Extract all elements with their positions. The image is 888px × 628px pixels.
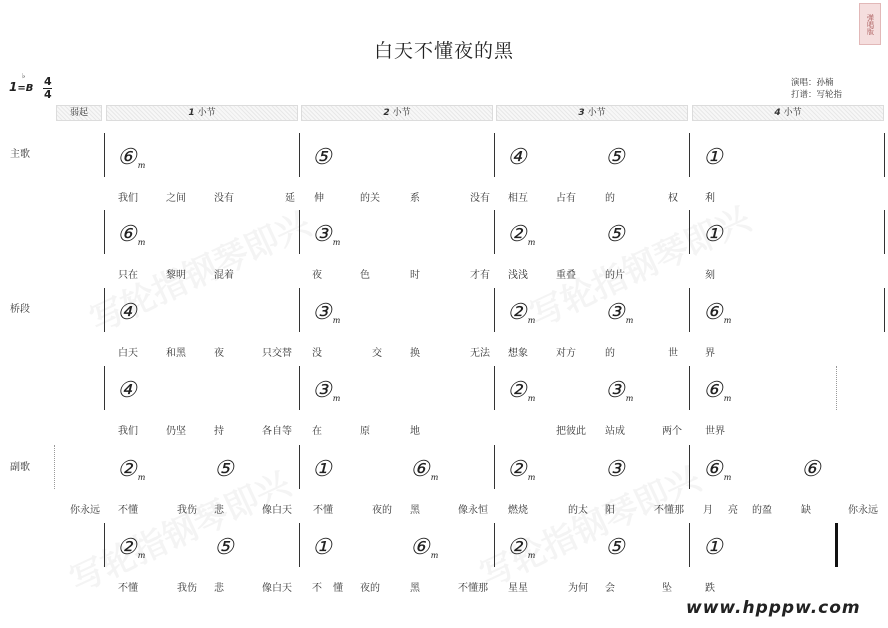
lyric-text: 在	[312, 426, 322, 437]
barline	[299, 210, 300, 254]
lyric-text: 把彼此	[556, 426, 586, 437]
barline	[689, 445, 690, 489]
lyric-text: 不懂那	[654, 505, 684, 516]
lyric-text: 权	[668, 193, 678, 204]
pickup-header: 弱起	[56, 105, 102, 121]
lyric-text: 混着	[214, 270, 234, 281]
chord-note: $③_m$	[312, 378, 341, 403]
chord-note: ①	[703, 535, 723, 560]
dotted-barline	[836, 366, 838, 410]
lyric-text: 白天	[118, 348, 138, 359]
lyric-text: 的盈	[752, 505, 772, 516]
barline	[104, 133, 105, 177]
lyric-text: 才有	[470, 270, 490, 281]
lyric-text: 的	[605, 193, 615, 204]
lyric-text: 阳	[605, 505, 615, 516]
lyric-text: 亮	[728, 505, 738, 516]
time-signature-top: 4	[44, 75, 52, 88]
lyric-text: 黎明	[166, 270, 186, 281]
barline	[494, 288, 495, 332]
version-badge: 弹唱版	[859, 3, 881, 45]
lyric-text: 色	[360, 270, 370, 281]
lyric-text: 没	[312, 348, 322, 359]
chord-note: $⑥_m$	[410, 535, 439, 560]
chord-note: ⑤	[312, 145, 332, 170]
lyric-text: 月	[703, 505, 713, 516]
barline	[299, 366, 300, 410]
lyric-text: 懂	[333, 583, 343, 594]
barline	[494, 445, 495, 489]
barline	[494, 133, 495, 177]
lyric-text: 交	[372, 348, 382, 359]
lyric-text: 伸	[314, 193, 324, 204]
lyric-text: 换	[410, 348, 420, 359]
lyric-text: 浅浅	[508, 270, 528, 281]
lyric-text: 对方	[556, 348, 576, 359]
page-title: 白天不懂夜的黑	[373, 40, 514, 62]
site-url: www.hpppw.com	[686, 598, 861, 618]
lyric-text: 的太	[568, 505, 588, 516]
key-signature: 1=B	[9, 80, 34, 94]
barline	[884, 288, 885, 332]
chord-note: ①	[312, 457, 332, 482]
lyric-text: 只在	[118, 270, 138, 281]
final-barline	[835, 523, 838, 567]
chord-note: $③_m$	[312, 222, 341, 247]
lyric-text: 跌	[705, 583, 715, 594]
barline	[689, 288, 690, 332]
lyric-text: 不懂那	[458, 583, 488, 594]
lyric-text: 各自等	[262, 426, 292, 437]
lyric-text: 夜的	[360, 583, 380, 594]
lyric-text: 之间	[166, 193, 186, 204]
chord-note: $③_m$	[605, 300, 634, 325]
lyric-text: 刻	[705, 270, 715, 281]
barline	[299, 288, 300, 332]
chord-note: $⑥_m$	[703, 378, 732, 403]
barline	[104, 523, 105, 567]
lyric-text: 世界	[705, 426, 725, 437]
lyric-text: 占有	[556, 193, 576, 204]
dotted-barline	[54, 445, 56, 489]
chord-note: $③_m$	[312, 300, 341, 325]
key-flat: ♭	[22, 72, 26, 80]
lyric-text: 悲	[214, 505, 224, 516]
lyric-text: 系	[410, 193, 420, 204]
chord-note: ⑤	[214, 535, 234, 560]
chord-note: ⑤	[605, 145, 625, 170]
lyric-text: 我伤	[177, 583, 197, 594]
lyric-text: 时	[410, 270, 420, 281]
chord-note: $②_m$	[117, 457, 146, 482]
lyric-text: 的片	[605, 270, 625, 281]
barline	[689, 210, 690, 254]
barline	[689, 523, 690, 567]
barline	[299, 445, 300, 489]
lyric-text: 的	[605, 348, 615, 359]
barline	[104, 210, 105, 254]
section-chorus: 副歌	[10, 462, 30, 473]
chord-note: ⑥	[801, 457, 821, 482]
chord-note: ⑤	[214, 457, 234, 482]
chord-note: ④	[507, 145, 527, 170]
lyric-text: 燃烧	[508, 505, 528, 516]
lyric-text: 夜	[214, 348, 224, 359]
lyric-text: 夜	[312, 270, 322, 281]
lyric-text: 利	[705, 193, 715, 204]
lyric-text: 夜的	[372, 505, 392, 516]
lyric-text: 像白天	[262, 505, 292, 516]
lyric-text: 不懂	[313, 505, 333, 516]
lyric-text: 没有	[214, 193, 234, 204]
chord-note: $②_m$	[117, 535, 146, 560]
chord-note: $⑥_m$	[410, 457, 439, 482]
lyric-text: 相互	[508, 193, 528, 204]
chord-note: $⑥_m$	[703, 300, 732, 325]
lyric-text: 地	[410, 426, 420, 437]
section-verse: 主歌	[10, 149, 30, 160]
chord-note: $②_m$	[507, 457, 536, 482]
barline	[299, 133, 300, 177]
lyric-text: 星星	[508, 583, 528, 594]
measure-header-3: 3 小节	[496, 105, 688, 121]
lyric-text: 我们	[118, 193, 138, 204]
chord-note: ①	[703, 222, 723, 247]
lyric-text: 缺	[801, 505, 811, 516]
chord-note: $②_m$	[507, 222, 536, 247]
singer-credit: 演唱：孙楠	[791, 78, 834, 88]
barline	[104, 288, 105, 332]
lyric-text: 我伤	[177, 505, 197, 516]
barline	[104, 366, 105, 410]
chord-note: $⑥_m$	[117, 222, 146, 247]
lyric-text: 只交替	[262, 348, 292, 359]
lyric-text: 原	[360, 426, 370, 437]
chord-note: ①	[703, 145, 723, 170]
chord-note: ④	[117, 300, 137, 325]
lyric-text: 坠	[662, 583, 672, 594]
lyric-text: 重叠	[556, 270, 576, 281]
barline	[884, 133, 885, 177]
measure-header-4: 4 小节	[692, 105, 884, 121]
lyric-text: 站成	[605, 426, 625, 437]
chord-note: $⑥_m$	[117, 145, 146, 170]
barline	[884, 210, 885, 254]
lyric-text: 两个	[662, 426, 682, 437]
chord-note: ③	[605, 457, 625, 482]
chord-note: $②_m$	[507, 300, 536, 325]
lyric-text: 悲	[214, 583, 224, 594]
lyric-text: 界	[705, 348, 715, 359]
measure-header-1: 1 小节	[106, 105, 298, 121]
lyric-text: 世	[668, 348, 678, 359]
lyric-text: 持	[214, 426, 224, 437]
arranger-credit: 打谱：写轮指	[791, 90, 843, 100]
chord-note: ⑤	[605, 222, 625, 247]
chord-note: $②_m$	[507, 535, 536, 560]
lyric-text: 和黑	[166, 348, 186, 359]
section-bridge: 桥段	[10, 304, 30, 315]
lyric-text: 不懂	[118, 583, 138, 594]
lyric-text: 没有	[470, 193, 490, 204]
barline	[494, 523, 495, 567]
chord-note: ⑤	[605, 535, 625, 560]
lyric-text: 仍坚	[166, 426, 186, 437]
barline	[494, 210, 495, 254]
measure-header-2: 2 小节	[301, 105, 493, 121]
lyric-text: 延	[285, 193, 295, 204]
lyric-text: 我们	[118, 426, 138, 437]
chord-note: ①	[312, 535, 332, 560]
lyric-text: 无法	[470, 348, 490, 359]
lyric-text: 想象	[508, 348, 528, 359]
chord-note: $③_m$	[605, 378, 634, 403]
lyric-text: 你永远	[70, 505, 100, 516]
lyric-text: 为何	[568, 583, 588, 594]
barline	[689, 133, 690, 177]
chord-note: $②_m$	[507, 378, 536, 403]
chord-note: ④	[117, 378, 137, 403]
lyric-text: 你永远	[848, 505, 878, 516]
lyric-text: 不	[312, 583, 322, 594]
lyric-text: 的关	[360, 193, 380, 204]
barline	[689, 366, 690, 410]
lyric-text: 像白天	[262, 583, 292, 594]
barline	[494, 366, 495, 410]
lyric-text: 会	[605, 583, 615, 594]
lyric-text: 不懂	[118, 505, 138, 516]
time-signature-bottom: 4	[44, 88, 52, 101]
lyric-text: 黑	[410, 505, 420, 516]
lyric-text: 黑	[410, 583, 420, 594]
lyric-text: 像永恒	[458, 505, 488, 516]
barline	[299, 523, 300, 567]
chord-note: $⑥_m$	[703, 457, 732, 482]
